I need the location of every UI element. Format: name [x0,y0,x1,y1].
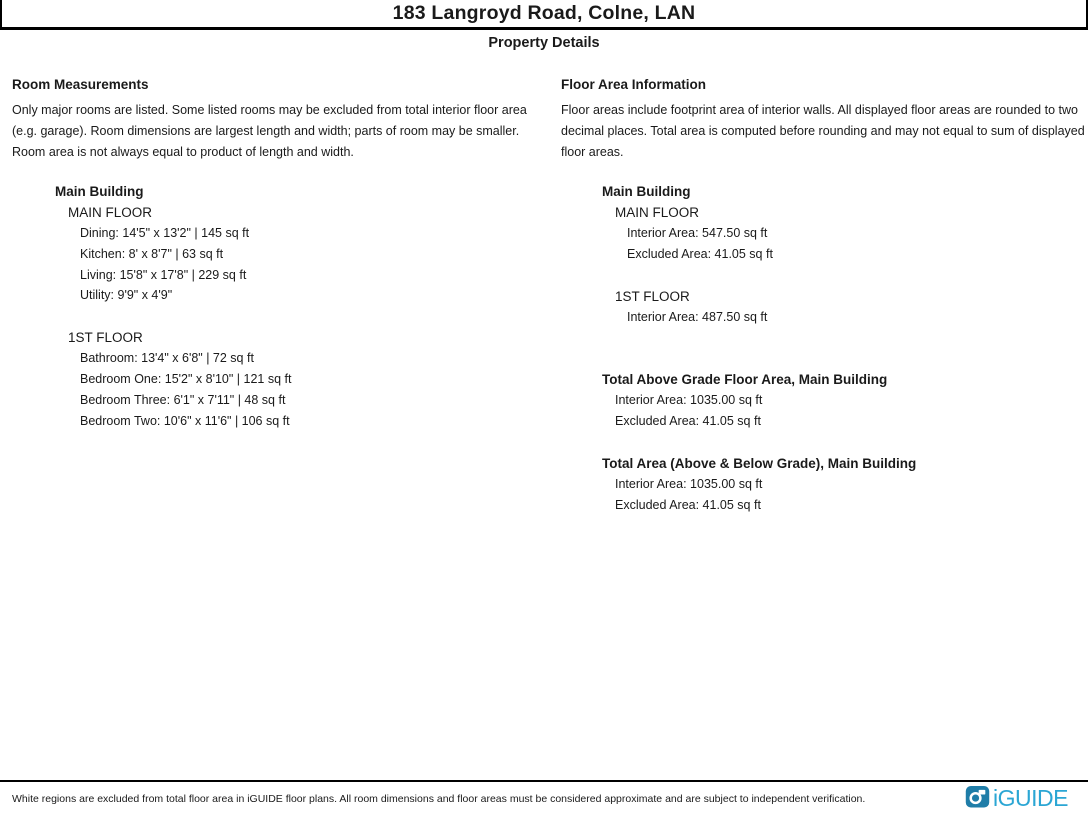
floor-name: 1ST FLOOR [615,288,690,304]
total-heading: Total Area (Above & Below Grade), Main Building [602,455,917,471]
building-name: Main Building [55,184,144,199]
room-measurements-section [12,77,537,516]
room-line: Kitchen: 8' x 8'7" | 63 sq ft [80,246,224,261]
area-line: Excluded Area: 41.05 sq ft [615,414,761,429]
page-subtitle: Property Details [488,35,600,51]
room-measurements-description: Only major rooms are listed. Some listed rooms may be excluded from total interior floor area (e.g. garage). Room dimensions are largest length and width; parts of room may be smaller. Room area is not always equal to product of length and width. [12,103,527,159]
area-line: Interior Area: 1035.00 sq ft [615,476,763,491]
room-measurements-building [12,181,537,431]
iguide-logo [965,784,1068,814]
room-line: Bathroom: 13'4" x 6'8" | 72 sq ft [80,351,254,366]
floor-1st-floor-areas [561,286,1085,328]
area-line: Excluded Area: 41.05 sq ft [627,246,773,261]
floor-area-heading: Floor Area Information [561,77,707,92]
floor-name: MAIN FLOOR [68,205,153,220]
area-line: Excluded Area: 41.05 sq ft [615,497,761,512]
iguide-logo-text: iGUIDE [993,785,1068,811]
floor-area-building [561,181,1085,327]
total-above-below-grade-block [561,453,1085,516]
area-line: Interior Area: 1035.00 sq ft [615,393,763,408]
room-line: Bedroom Three: 6'1" x 7'11" | 48 sq ft [80,392,286,407]
room-line: Bedroom One: 15'2" x 8'10" | 121 sq ft [80,371,292,386]
floor-1st-floor [12,327,537,431]
room-line: Dining: 14'5" x 13'2" | 145 sq ft [80,226,250,240]
total-heading: Total Above Grade Floor Area, Main Building [602,372,888,388]
title-band [0,0,1088,30]
room-line: Utility: 9'9" x 4'9" [80,288,173,303]
floor-name: 1ST FLOOR [68,330,143,346]
floor-name: MAIN FLOOR [615,205,700,220]
floor-main-floor-areas [561,202,1085,265]
area-line: Interior Area: 487.50 sq ft [627,309,768,324]
room-line: Living: 15'8" x 17'8" | 229 sq ft [80,267,247,282]
page-title: 183 Langroyd Road, Colne, LAN [392,2,696,24]
footer-disclaimer: White regions are excluded from total floor area in iGUIDE floor plans. All room dimensions and floor areas must be considered approximate and are subject to independent verification. [12,792,866,805]
total-above-grade-block [561,369,1085,432]
room-line: Bedroom Two: 10'6" x 11'6" | 106 sq ft [80,413,290,428]
floor-main-floor [12,202,537,306]
content-columns [0,51,1088,516]
building-name: Main Building [602,184,691,199]
page-footer [0,780,1088,817]
iguide-camera-icon [965,784,990,814]
room-measurements-heading: Room Measurements [12,77,149,92]
floor-area-section [561,77,1085,516]
area-line: Interior Area: 547.50 sq ft [627,226,768,240]
floor-area-description: Floor areas include footprint area of interior walls. All displayed floor areas are rounded to two decimal places. Total area is computed before rounding and may not equal to sum of displayed floor areas. [561,103,1085,159]
